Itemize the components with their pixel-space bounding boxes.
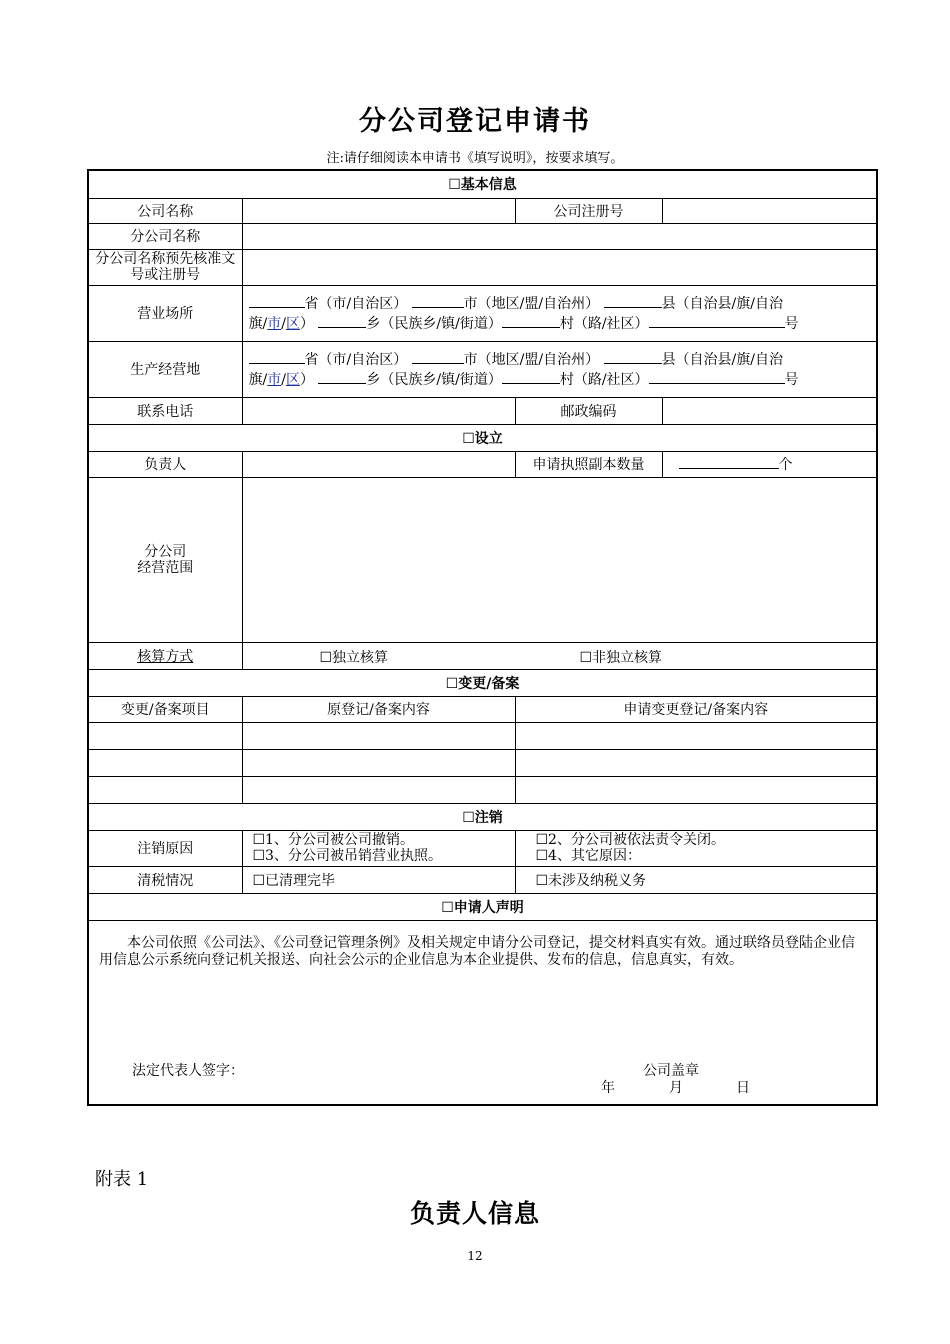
phone-field[interactable] xyxy=(242,397,515,424)
original-content-cell[interactable] xyxy=(242,749,515,776)
page-title: 分公司登记申请书 xyxy=(359,106,591,137)
row-prenote xyxy=(88,249,877,285)
change-item-cell[interactable] xyxy=(88,776,242,803)
company-seal-label: 公司盖章 xyxy=(643,1062,699,1079)
application-form xyxy=(87,169,878,1106)
production-place-label: 生产经营地 xyxy=(88,341,242,397)
company-reg-no-label: 公司注册号 xyxy=(515,198,662,223)
branch-name-label: 分公司名称 xyxy=(88,223,242,249)
section-change-title: ☐变更/备案 xyxy=(88,669,877,696)
reason4-checkbox[interactable]: ☐4、其它原因： xyxy=(535,848,641,864)
slash-text: / xyxy=(281,316,286,332)
section-change xyxy=(88,669,877,696)
province-blank[interactable] xyxy=(249,293,305,308)
qu-link[interactable]: 区 xyxy=(285,372,300,388)
province-text: 省（市/自治区） xyxy=(304,296,408,312)
cancel-reason-label: 注销原因 xyxy=(88,830,242,866)
township-blank[interactable] xyxy=(318,369,366,384)
independent-checkbox[interactable]: ☐独立核算 xyxy=(319,649,389,666)
page-number: 12 xyxy=(467,1249,483,1263)
reason2-checkbox[interactable]: ☐2、分公司被依法责令关闭。 xyxy=(535,832,725,848)
copies-label: 申请执照副本数量 xyxy=(515,451,662,477)
phone-label: 联系电话 xyxy=(88,397,242,424)
subtitle: 负责人信息 xyxy=(409,1199,540,1228)
section-basic-title: ☐基本信息 xyxy=(88,170,877,198)
row-change-header xyxy=(88,696,877,722)
section-basic-info xyxy=(88,170,877,198)
village-blank[interactable] xyxy=(502,369,560,384)
copies-field[interactable] xyxy=(662,451,877,477)
original-content-header: 原登记/备案内容 xyxy=(242,696,515,722)
township-blank[interactable] xyxy=(318,313,366,328)
row-branch-name xyxy=(88,223,877,249)
new-content-header: 申请变更登记/备案内容 xyxy=(515,696,877,722)
row-business-scope xyxy=(88,477,877,642)
business-scope-label xyxy=(88,477,242,642)
reason3-checkbox[interactable]: ☐3、分公司被吊销营业执照。 xyxy=(252,848,442,864)
table-row xyxy=(88,776,877,803)
tax-cleared-checkbox[interactable]: ☐已清理完毕 xyxy=(252,872,336,889)
section-setup xyxy=(88,424,877,451)
city-blank[interactable] xyxy=(412,349,464,364)
instruction-note: 注:请仔细阅读本申请书《填写说明》，按要求填写。 xyxy=(326,151,624,166)
business-place-address[interactable] xyxy=(242,285,877,341)
province-blank[interactable] xyxy=(249,349,305,364)
slash-text: / xyxy=(281,372,286,388)
accounting-label xyxy=(88,642,242,669)
date-day: 日 xyxy=(736,1079,750,1096)
shi-link[interactable]: 市 xyxy=(267,316,282,332)
row-declaration xyxy=(88,920,877,1105)
township-text: 乡（民族乡/镇/街道） xyxy=(366,372,502,388)
paren-close: ） xyxy=(299,316,314,332)
business-place-label: 营业场所 xyxy=(88,285,242,341)
province-text: 省（市/自治区） xyxy=(304,352,408,368)
number-text: 号 xyxy=(784,372,799,388)
legal-rep-signature-label: 法定代表人签字： xyxy=(132,1062,244,1079)
banner-text: 旗/ xyxy=(248,316,268,332)
accounting-options xyxy=(242,642,877,669)
row-production-place xyxy=(88,341,877,397)
new-content-cell[interactable] xyxy=(515,722,877,749)
change-item-header: 变更/备案项目 xyxy=(88,696,242,722)
accounting-label-text: 核算方式 xyxy=(137,648,194,665)
village-text: 村（路/社区） xyxy=(559,316,649,332)
section-declaration-title: ☐申请人声明 xyxy=(88,893,877,920)
non-independent-checkbox[interactable]: ☐非独立核算 xyxy=(579,649,663,666)
new-content-cell[interactable] xyxy=(515,749,877,776)
paren-close: ） xyxy=(299,372,314,388)
table-row xyxy=(88,722,877,749)
county-blank[interactable] xyxy=(604,349,662,364)
tax-option1-cell xyxy=(242,866,515,893)
branch-name-field[interactable] xyxy=(242,223,877,249)
date-month: 月 xyxy=(669,1079,683,1096)
cancel-reason-col2 xyxy=(515,830,877,866)
row-phone xyxy=(88,397,877,424)
cancel-reason-col1 xyxy=(242,830,515,866)
county-text: 县（自治县/旗/自治 xyxy=(661,352,783,368)
row-business-place xyxy=(88,285,877,341)
city-blank[interactable] xyxy=(412,293,464,308)
row-company-name xyxy=(88,198,877,223)
tax-label: 清税情况 xyxy=(88,866,242,893)
date-year: 年 xyxy=(601,1079,615,1096)
copies-unit: 个 xyxy=(778,457,793,473)
row-cancel-reason xyxy=(88,830,877,866)
scope-label-line2: 经营范围 xyxy=(137,559,194,576)
scope-label-line1: 分公司 xyxy=(144,543,187,560)
new-content-cell[interactable] xyxy=(515,776,877,803)
number-text: 号 xyxy=(784,316,799,332)
postcode-field[interactable] xyxy=(662,397,877,424)
postcode-label: 邮政编码 xyxy=(515,397,662,424)
qu-link[interactable]: 区 xyxy=(285,316,300,332)
row-person-in-charge xyxy=(88,451,877,477)
shi-link[interactable]: 市 xyxy=(267,372,282,388)
declaration-text: 本公司依照《公司法》、《公司登记管理条例》及相关规定申请分公司登记，提交材料真实有效。通过联络员登陆企业信用信息公示系统向登记机关报送、向社会公示的企业信息为本企业提供、发布的信息，信息真实，有效。 xyxy=(99,934,855,968)
number-blank[interactable] xyxy=(649,369,785,384)
number-blank[interactable] xyxy=(649,313,785,328)
company-name-field[interactable] xyxy=(242,198,515,223)
township-text: 乡（民族乡/镇/街道） xyxy=(366,316,502,332)
declaration-cell xyxy=(88,920,877,1105)
business-scope-field[interactable] xyxy=(242,477,877,642)
original-content-cell[interactable] xyxy=(242,722,515,749)
county-text: 县（自治县/旗/自治 xyxy=(661,296,783,312)
village-blank[interactable] xyxy=(502,313,560,328)
prenote-label: 分公司名称预先核准文号或注册号 xyxy=(88,249,242,285)
person-in-charge-field[interactable] xyxy=(242,451,515,477)
county-blank[interactable] xyxy=(604,293,662,308)
section-declaration xyxy=(88,893,877,920)
section-cancel-title: ☐注销 xyxy=(88,803,877,830)
tax-exempt-checkbox[interactable]: ☐未涉及纳税义务 xyxy=(535,872,647,889)
city-text: 市（地区/盟/自治州） xyxy=(463,352,600,368)
banner-text: 旗/ xyxy=(248,372,268,388)
city-text: 市（地区/盟/自治州） xyxy=(463,296,600,312)
row-accounting xyxy=(88,642,877,669)
production-place-address[interactable] xyxy=(242,341,877,397)
person-in-charge-label: 负责人 xyxy=(88,451,242,477)
company-reg-no-field[interactable] xyxy=(662,198,877,223)
change-item-cell[interactable] xyxy=(88,749,242,776)
company-name-label: 公司名称 xyxy=(88,198,242,223)
original-content-cell[interactable] xyxy=(242,776,515,803)
village-text: 村（路/社区） xyxy=(559,372,649,388)
prenote-field[interactable] xyxy=(242,249,877,285)
copies-blank[interactable] xyxy=(679,454,779,469)
appendix-label: 附表 1 xyxy=(95,1169,149,1190)
reason1-checkbox[interactable]: ☐1、分公司被公司撤销。 xyxy=(252,832,414,848)
tax-option2-cell xyxy=(515,866,877,893)
change-item-cell[interactable] xyxy=(88,722,242,749)
table-row xyxy=(88,749,877,776)
row-tax xyxy=(88,866,877,893)
section-setup-title: ☐设立 xyxy=(88,424,877,451)
section-cancel xyxy=(88,803,877,830)
